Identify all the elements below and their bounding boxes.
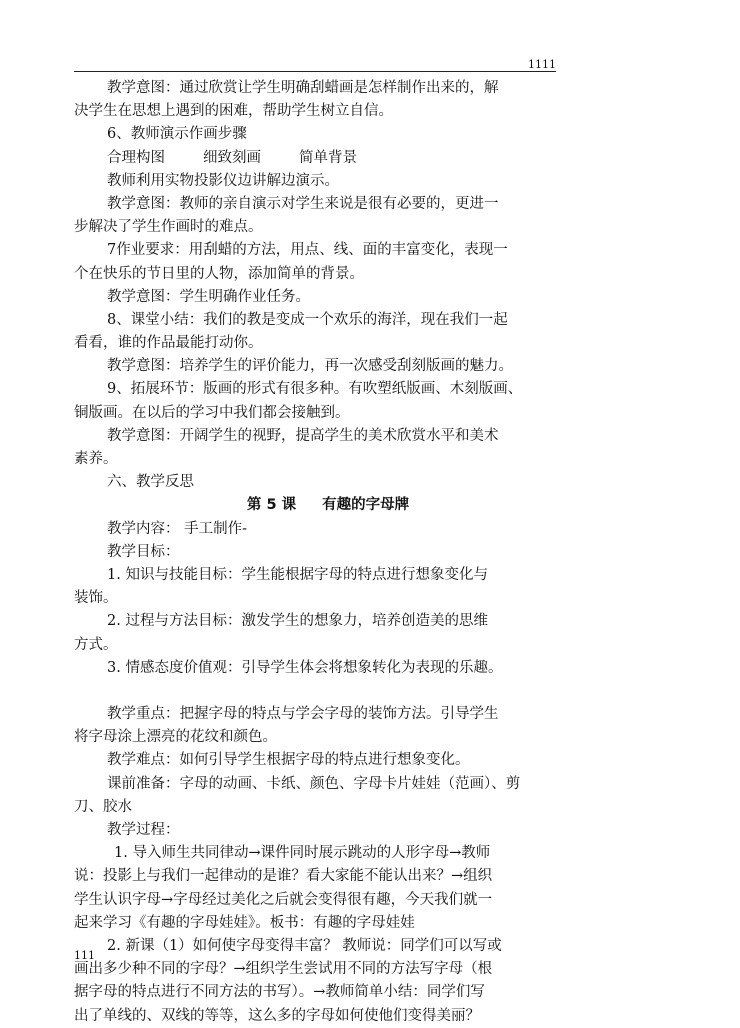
text-line: 决学生在思想上遇到的困难，帮助学生树立自信。	[74, 103, 393, 120]
text-line: 教师利用实物投影仪边讲解边演示。	[107, 172, 339, 189]
header-page-number: 1111	[528, 58, 556, 71]
text-line: 学生认识字母→字母经过美化之后就会变得很有趣，今天我们就一	[74, 891, 493, 908]
steps-line	[74, 147, 562, 170]
lesson-title	[74, 494, 562, 517]
text-line: 起来学习《有趣的字母娃娃》。板书：有趣的字母娃娃	[74, 914, 415, 931]
text-line: 教学意图：培养学生的评价能力，再一次感受刮刻版画的魅力。	[107, 358, 513, 375]
text-line: 看看，谁的作品最能打动你。	[74, 335, 263, 352]
section-heading: 六、教学反思	[107, 474, 194, 491]
text-line: 素养。	[74, 451, 118, 467]
text-line: 刀、胶水	[74, 798, 132, 815]
text-line: 方式。	[74, 636, 118, 653]
step-composition: 合理构图	[107, 149, 165, 166]
text-line: 教学意图：通过欣赏让学生明确刮蜡画是怎样制作出来的，解	[107, 80, 499, 96]
text-line: 将字母涂上漂亮的花纹和颜色。	[74, 729, 277, 746]
blank-line	[74, 680, 562, 703]
text-line: 1. 导入师生共同律动→课件同时展示跳动的人形字母→教师	[114, 845, 491, 862]
text-line: 教学内容： 手工制作-	[107, 520, 248, 537]
text-line: 8、课堂小结：我们的教是变成一个欢乐的海洋，现在我们一起	[107, 311, 508, 328]
text-line: 说：投影上与我们一起律动的是谁？看大家能不能认出来？→组织	[74, 868, 493, 885]
text-line: 教学难点：如何引导学生根据字母的特点进行想象变化。	[107, 752, 470, 769]
text-line: 教学意图：学生明确作业任务。	[107, 288, 310, 305]
text-line: 据字母的特点进行不同方法的书写）。→教师简单小结：同学们写	[74, 984, 485, 1001]
text-line: 出了单线的、双线的等等，这么多的字母如何使他们变得美丽？	[74, 1007, 480, 1024]
text-line: 个在快乐的节日里的人物，添加简单的背景。	[74, 265, 364, 282]
lesson-name: 有趣的字母牌	[322, 497, 410, 514]
text-line: 教学重点：把握字母的特点与学会字母的装饰方法。引导学生	[107, 706, 499, 723]
text-line: 7作业要求：用刮蜡的方法，用点、线、面的丰富变化，表现一	[107, 242, 508, 259]
header-rule	[74, 71, 556, 72]
text-line: 教学意图：开阔学生的视野，提高学生的美术欣赏水平和美术	[107, 427, 499, 444]
text-line: 教学目标：	[107, 543, 180, 560]
lesson-number: 第 5 课	[246, 497, 297, 514]
objective-line: 3. 情感态度价值观：引导学生体会将想象转化为表现的乐趣。	[107, 659, 503, 676]
step-background: 简单背景	[299, 149, 357, 166]
text-line: 步解决了学生作画时的难点。	[74, 219, 263, 236]
text-line: 铜版画。在以后的学习中我们都会接触到。	[74, 404, 350, 421]
step-detail: 细致刻画	[203, 149, 261, 166]
document-body	[74, 77, 562, 1028]
text-line: 课前准备：字母的动画、卡纸、颜色、字母卡片娃娃（范画）、剪	[107, 775, 521, 792]
section-heading: 6、教师演示作画步骤	[107, 126, 247, 143]
text-line: 教学意图：教师的亲自演示对学生来说是很有必要的，更进一	[107, 195, 499, 212]
footer-page-number: 111	[74, 949, 95, 962]
objective-line: 1. 知识与技能目标：学生能根据字母的特点进行想象变化与	[107, 566, 488, 583]
text-line: 2. 新课（1）如何使字母变得丰富？ 教师说：同学们可以写或	[107, 937, 502, 954]
text-line: 画出多少种不同的字母？→组织学生尝试用不同的方法写字母（根	[74, 961, 493, 978]
text-line: 教学过程：	[107, 822, 180, 838]
objective-line: 2. 过程与方法目标：激发学生的想象力，培养创造美的思维	[107, 613, 488, 630]
text-line: 9、拓展环节：版画的形式有很多种。有吹塑纸版画、木刻版画、	[107, 381, 523, 398]
text-line: 装饰。	[74, 590, 118, 607]
